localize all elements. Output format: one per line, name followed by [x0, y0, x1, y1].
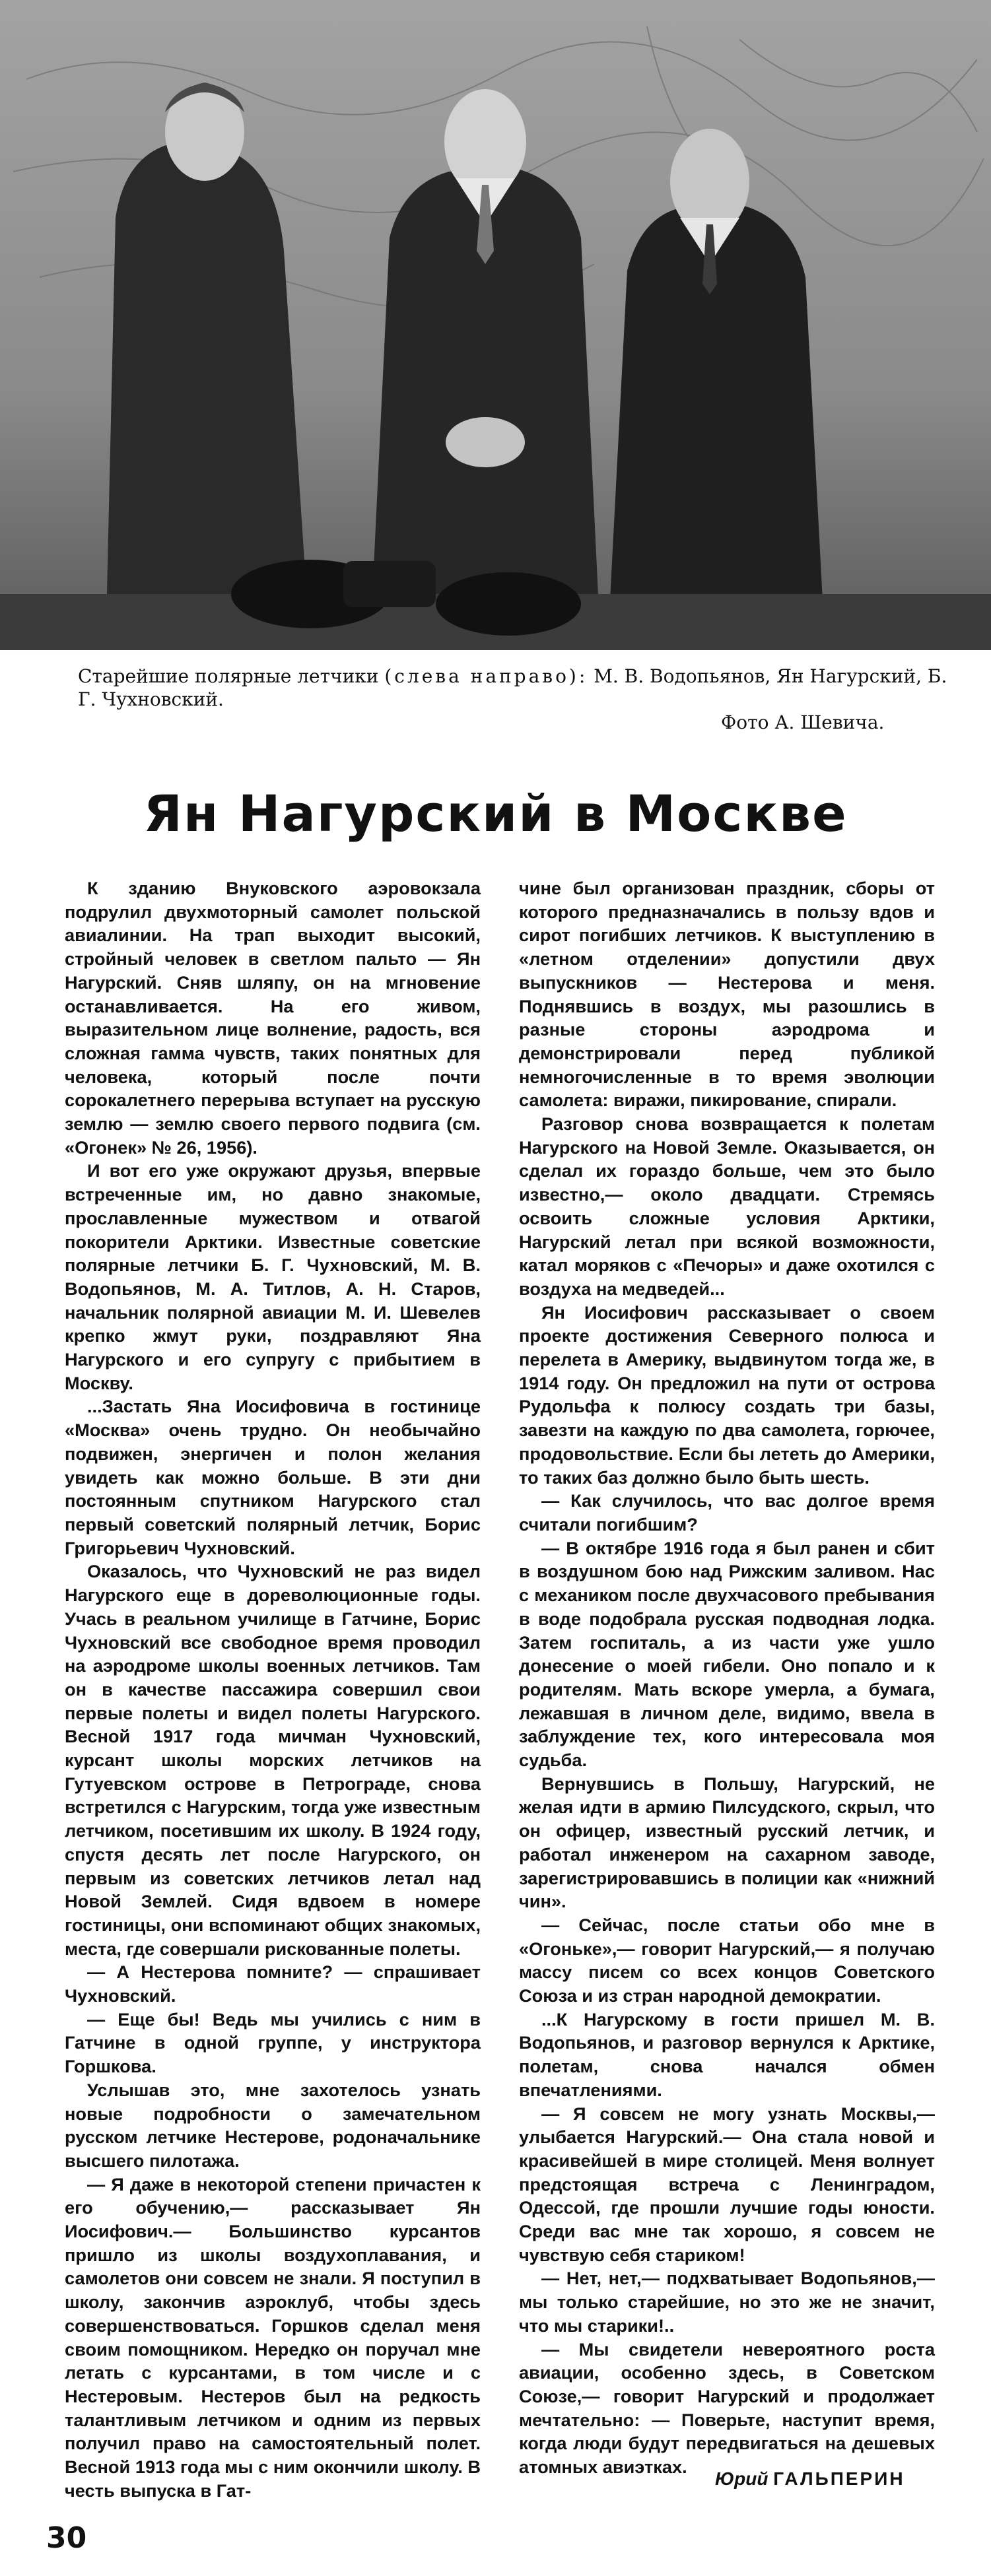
paragraph: — Я совсем не могу узнать Москвы,— улыбается Нагурский.— Она стала новой и красивейшей в мире столицей. Меня волнует предстоящая встреча с Ленинградом, Одессой, где прошли лучшие годы юности. Среди вас мне так хорошо, я совсем не чувствую себя стариком!	[519, 2103, 935, 2265]
photo-caption	[78, 665, 963, 711]
paragraph: Разговор снова возвращается к полетам Нагурского на Новой Земле. Оказывается, он сделал их гораздо больше, чем это было известно,— около двадцати. Стремясь освоить сложные условия Арктики, Нагурский летал при всякой возможности, катал моряков с «Печоры» и даже охотился с воздуха на медведей...	[519, 1113, 935, 1299]
paragraph: Вернувшись в Польшу, Нагурский, не желая идти в армию Пилсудского, скрыл, что он офицер, известный русский летчик, и работал инженером на сахарном заводе, зарегистрировавшись в полиции как «нижний чин».	[519, 1773, 935, 1912]
photo-illustration	[0, 0, 991, 650]
paragraph: — Нет, нет,— подхватывает Водопьянов,— мы только старейшие, но это же не значит, что мы старики!..	[519, 2268, 935, 2336]
paragraph: чине был организован праздник, сборы от которого предназначались в пользу вдов и сирот погибших летчиков. К выступлению в «летном отделении» допустили двух выпускников — Нестерова и меня. Поднявшись в воздух, мы разошлись в разные стороны аэродрома и демонстрировали перед публикой немногочисленные в то время эволюции самолета: виражи, пикирование, спирали.	[519, 878, 935, 1111]
paragraph: Ян Иосифович рассказывает о своем проекте достижения Северного полюса и перелета в Америку, выдвинутом тогда же, в 1914 году. Он предложил на пути от острова Рудольфа к полюсу создать три базы, завезти на каждую по два самолета, горючее, продовольствие. Если бы лететь до Америки, то таких баз должно было быть шесть.	[519, 1302, 935, 1488]
article-title: Ян Нагурский в Москве	[143, 784, 848, 843]
photo-credit: Фото А. Шевича.	[721, 711, 885, 733]
paragraph: — Я даже в некоторой степени причастен к его обучению,— рассказывает Ян Иосифович.— Большинство курсантов пришло из школы воздухоплавания, и самолетов они совсем не знали. Я поступил в школу, закончив аэроклуб, чтобы здесь совершенствоваться. Горшков сделал меня своим помощником. Нередко он поручал мне летать с курсантами, в том числе и с Нестеровым. Нестеров был на редкость талантливым летчиком и одним из первых получил право на самостоятельный полет. Весной 1913 года мы с ним окончили школу. В честь выпуска в Гат-	[65, 2173, 481, 2501]
article-photo	[0, 0, 991, 650]
paragraph: — Сейчас, после статьи обо мне в «Огоньке»,— говорит Нагурский,— я получаю массу писем со всех концов Советского Союза и из стран народной демократии.	[519, 1914, 935, 2006]
paragraph: — Мы свидетели невероятного роста авиации, особенно здесь, в Советском Союзе,— говорит Нагурский и продолжает мечтательно: — Поверьте, наступит время, когда люди будут передвигаться на дешевых атомных авиэтках.	[519, 2338, 935, 2478]
caption-names: М. В. Водопьянов, Ян Нагурский, Б. Г. Чухновский.	[78, 665, 947, 710]
paragraph: К зданию Внуковского аэровокзала подрулил двухмоторный самолет польской авиалинии. На трап выходит высокий, стройный человек в светлом пальто — Ян Нагурский. Сняв шляпу, он на мгновение останавливается. На его живом, выразительном лице волнение, радость, вся сложная гамма чувств, таких понятных для человека, который после почти сорокалетнего перерыва вступает на русскую землю — землю своего первого подвига (см. «Огонек» № 26, 1956).	[65, 878, 481, 1158]
paragraph: Оказалось, что Чухновский не раз видел Нагурского еще в дореволюционные годы. Учась в реальном училище в Гатчине, Борис Чухновский все свободное время проводил на аэродроме школы военных летчиков. Там он в качестве пассажира совершил свои первые полеты и видел полеты Нагурского. Весной 1917 года мичман Чухновский, курсант школы морских летчиков на Гутуевском острове в Петрограде, снова встретился с Нагурским, тогда уже известным летчиком, посетившим их школу. В 1924 году, спустя десять лет после Нагурского, он первым из советских летчиков летал над Новой Землей. Сидя вдвоем в номере гостиницы, они вспоминают общих знакомых, места, где совершали рискованные полеты.	[65, 1561, 481, 1959]
author-first-name: Юрий	[715, 2468, 769, 2489]
article-column-right	[519, 876, 935, 2478]
paragraph: — Еще бы! Ведь мы учились с ним в Гатчине в одной группе, у инструктора Горшкова.	[65, 2008, 481, 2077]
article-column-left	[65, 876, 481, 2501]
paragraph: — В октябре 1916 года я был ранен и сбит в воздушном бою над Рижским заливом. Нас с механиком после двухчасового пребывания в воде подобрала русская подводная лодка. Затем госпиталь, а из части уже ушло донесение о моей гибели. Оно попало и к родителям. Мать вскоре умерла, а бумага, лежавшая в личном деле, видимо, ввела в заблуждение тех, кого интересовала моя судьба.	[519, 1537, 935, 1771]
author-last-name: ГАЛЬПЕРИН	[773, 2468, 905, 2489]
paragraph: Услышав это, мне захотелось узнать новые подробности о замечательном русском летчике Нестерове, родоначальнике высшего пилотажа.	[65, 2079, 481, 2171]
author-byline	[715, 2468, 905, 2490]
paragraph: — Как случилось, что вас долгое время считали погибшим?	[519, 1490, 935, 1535]
paragraph: ...Застать Яна Иосифовича в гостинице «Москва» очень трудно. Он необычайно подвижен, энергичен и полон желания увидеть как можно больше. В эти дни постоянным спутником Нагурского стал первый советский полярный летчик, Борис Григорьевич Чухновский.	[65, 1396, 481, 1558]
paragraph: ...К Нагурскому в гости пришел М. В. Водопьянов, и разговор вернулся к Арктике, полетам, снова начался обмен впечатлениями.	[519, 2008, 935, 2100]
caption-lead: Старейшие полярные летчики	[78, 665, 379, 687]
paragraph: И вот его уже окружают друзья, впервые встреченные им, но давно знакомые, прославленные мужеством и отвагой покорители Арктики. Известные советские полярные летчики Б. Г. Чухновский, М. В. Водопьянов, М. А. Титлов, А. Н. Старов, начальник полярной авиации М. И. Шевелев крепко жмут руки, поздравляют Яна Нагурского и его супругу с прибытием в Москву.	[65, 1160, 481, 1393]
caption-direction: (слева направо):	[384, 665, 588, 687]
page-number: 30	[46, 2521, 87, 2555]
paragraph: — А Нестерова помните? — спрашивает Чухновский.	[65, 1962, 481, 2006]
